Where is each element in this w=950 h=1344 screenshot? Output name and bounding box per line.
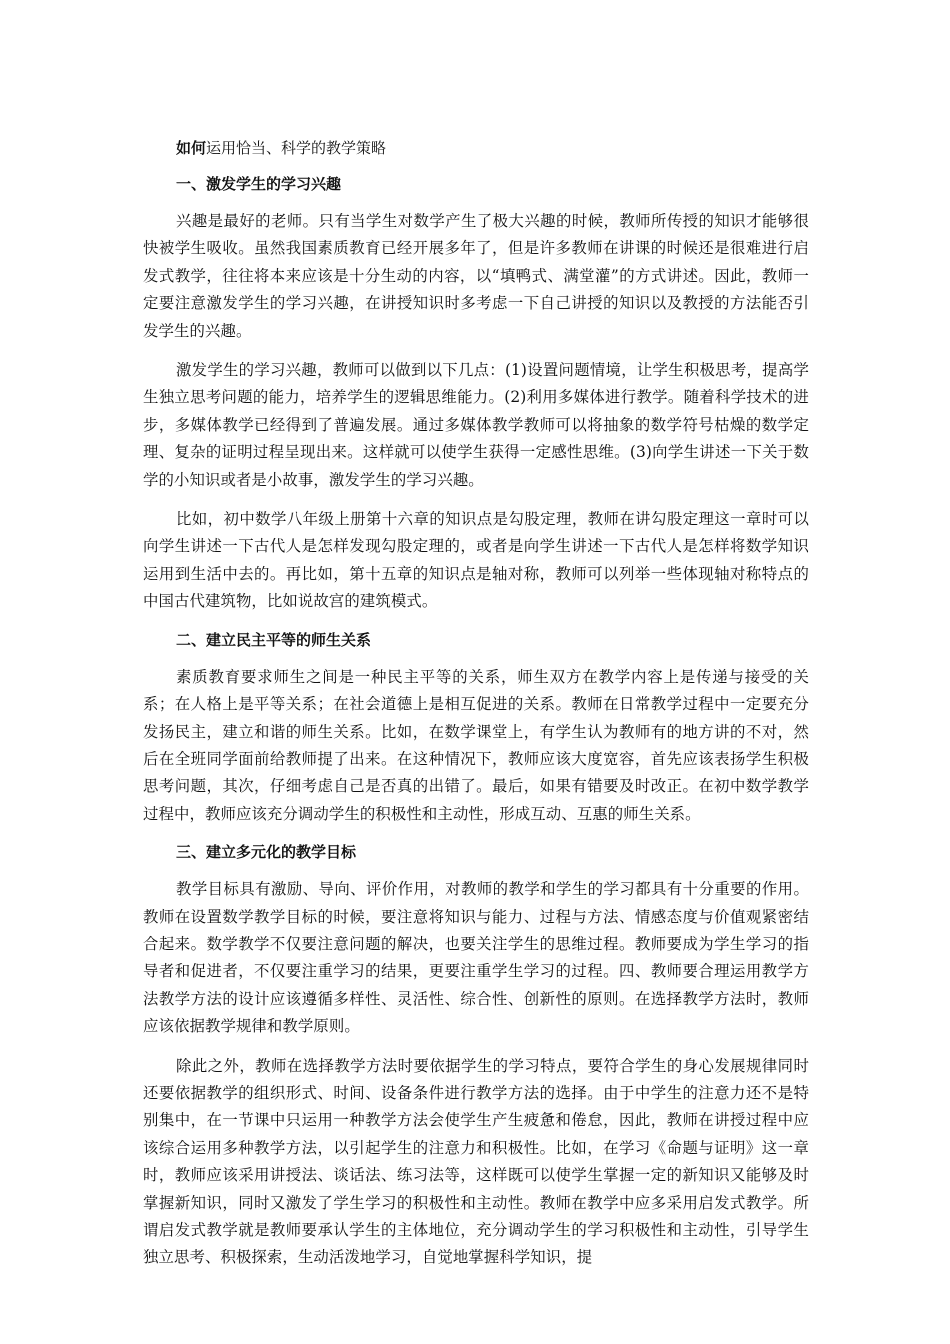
paragraph: 素质教育要求师生之间是一种民主平等的关系，师生双方在教学内容上是传递与接受的关系；在人格上是平等关系；在社会道德上是相互促进的关系。教师在日常教学过程中一定要充分发扬民主，建立和谐的师生关系。比如，在数学课堂上，有学生认为教师有的地方讲的不对，然后在全班同学面前给教师提了出来。在这种情况下，教师应该大度宽容，首先应该表扬学生积极思考问题，其次，仔细考虑自己是否真的出错了。最后，如果有错要及时改正。在初中数学教学过程中，教师应该充分调动学生的积极性和主动性，形成互动、互惠的师生关系。 [143,667,809,823]
paragraph: 除此之外，教师在选择教学方法时要依据学生的学习特点，要符合学生的身心发展规律同时还要依据教学的组织形式、时间、设备条件进行教学方法的选择。由于中学生的注意力还不是特别集中，在一节课中只运用一种教学方法会使学生产生疲惫和倦怠，因此，教师在讲授过程中应该综合运用多种教学方法，以引起学生的注意力和积极性。比如，在学习《命题与证明》这一章时，教师应该采用讲授法、谈话法、练习法等，这样既可以使学生掌握一定的新知识又能够及时掌握新知识，同时又激发了学生学习的积极性和主动性。教师在教学中应多采用启发式教学。所谓启发式教学就是教师要承认学生的主体地位，充分调动学生的学习积极性和主动性，引导学生独立思考、积极探索，生动活泼地学习，自觉地掌握科学知识，提 [143,1056,809,1267]
title-bold-part: 如何 [176,139,207,157]
paragraph: 比如，初中数学八年级上册第十六章的知识点是勾股定理，教师在讲勾股定理这一章时可以向学生讲述一下古代人是怎样发现勾股定理的，或者是向学生讲述一下古代人是怎样将数学知识运用到生活中去的。再比如，第十五章的知识点是轴对称，教师可以列举一些体现轴对称特点的中国古代建筑物，比如说故宫的建筑模式。 [143,510,809,611]
section-heading-1: 一、激发学生的学习兴趣 [176,175,342,193]
section-heading-3: 三、建立多元化的教学目标 [176,843,357,862]
document-title [176,136,809,160]
paragraph: 兴趣是最好的老师。只有当学生对数学产生了极大兴趣的时候，教师所传授的知识才能够很快被学生吸收。虽然我国素质教育已经开展多年了，但是许多教师在讲课的时候还是很难进行启发式教学，往往将本来应该是十分生动的内容，以“填鸭式、满堂灌”的方式讲述。因此，教师一定要注意激发学生的学习兴趣，在讲授知识时多考虑一下自己讲授的知识以及教授的方法能否引发学生的兴趣。 [143,212,809,340]
document-body [143,136,809,1284]
paragraph: 激发学生的学习兴趣，教师可以做到以下几点：(1)设置问题情境，让学生积极思考，提高学生独立思考问题的能力，培养学生的逻辑思维能力。(2)利用多媒体进行教学。随着科学技术的进步，多媒体教学已经得到了普遍发展。通过多媒体教学教师可以将抽象的数学符号枯燥的数学定理、复杂的证明过程呈现出来。这样就可以使学生获得一定感性思维。(3)向学生讲述一下关于数学的小知识或者是小故事，激发学生的学习兴趣。 [143,361,809,489]
paragraph: 教学目标具有激励、导向、评价作用，对教师的教学和学生的学习都具有十分重要的作用。教师在设置数学教学目标的时候，要注意将知识与能力、过程与方法、情感态度与价值观紧密结合起来。数学教学不仅要注意问题的解决，也要关注学生的思维过程。教师要成为学生学习的指导者和促进者，不仅要注重学习的结果，更要注重学生学习的过程。四、教师要合理运用教学方法教学方法的设计应该遵循多样性、灵活性、综合性、创新性的原则。在选择教学方法时，教师应该依据教学规律和教学原则。 [143,880,809,1036]
section-heading-2: 二、建立民主平等的师生关系 [176,630,372,649]
title-rest-part: 运用恰当、科学的教学策略 [206,139,387,157]
